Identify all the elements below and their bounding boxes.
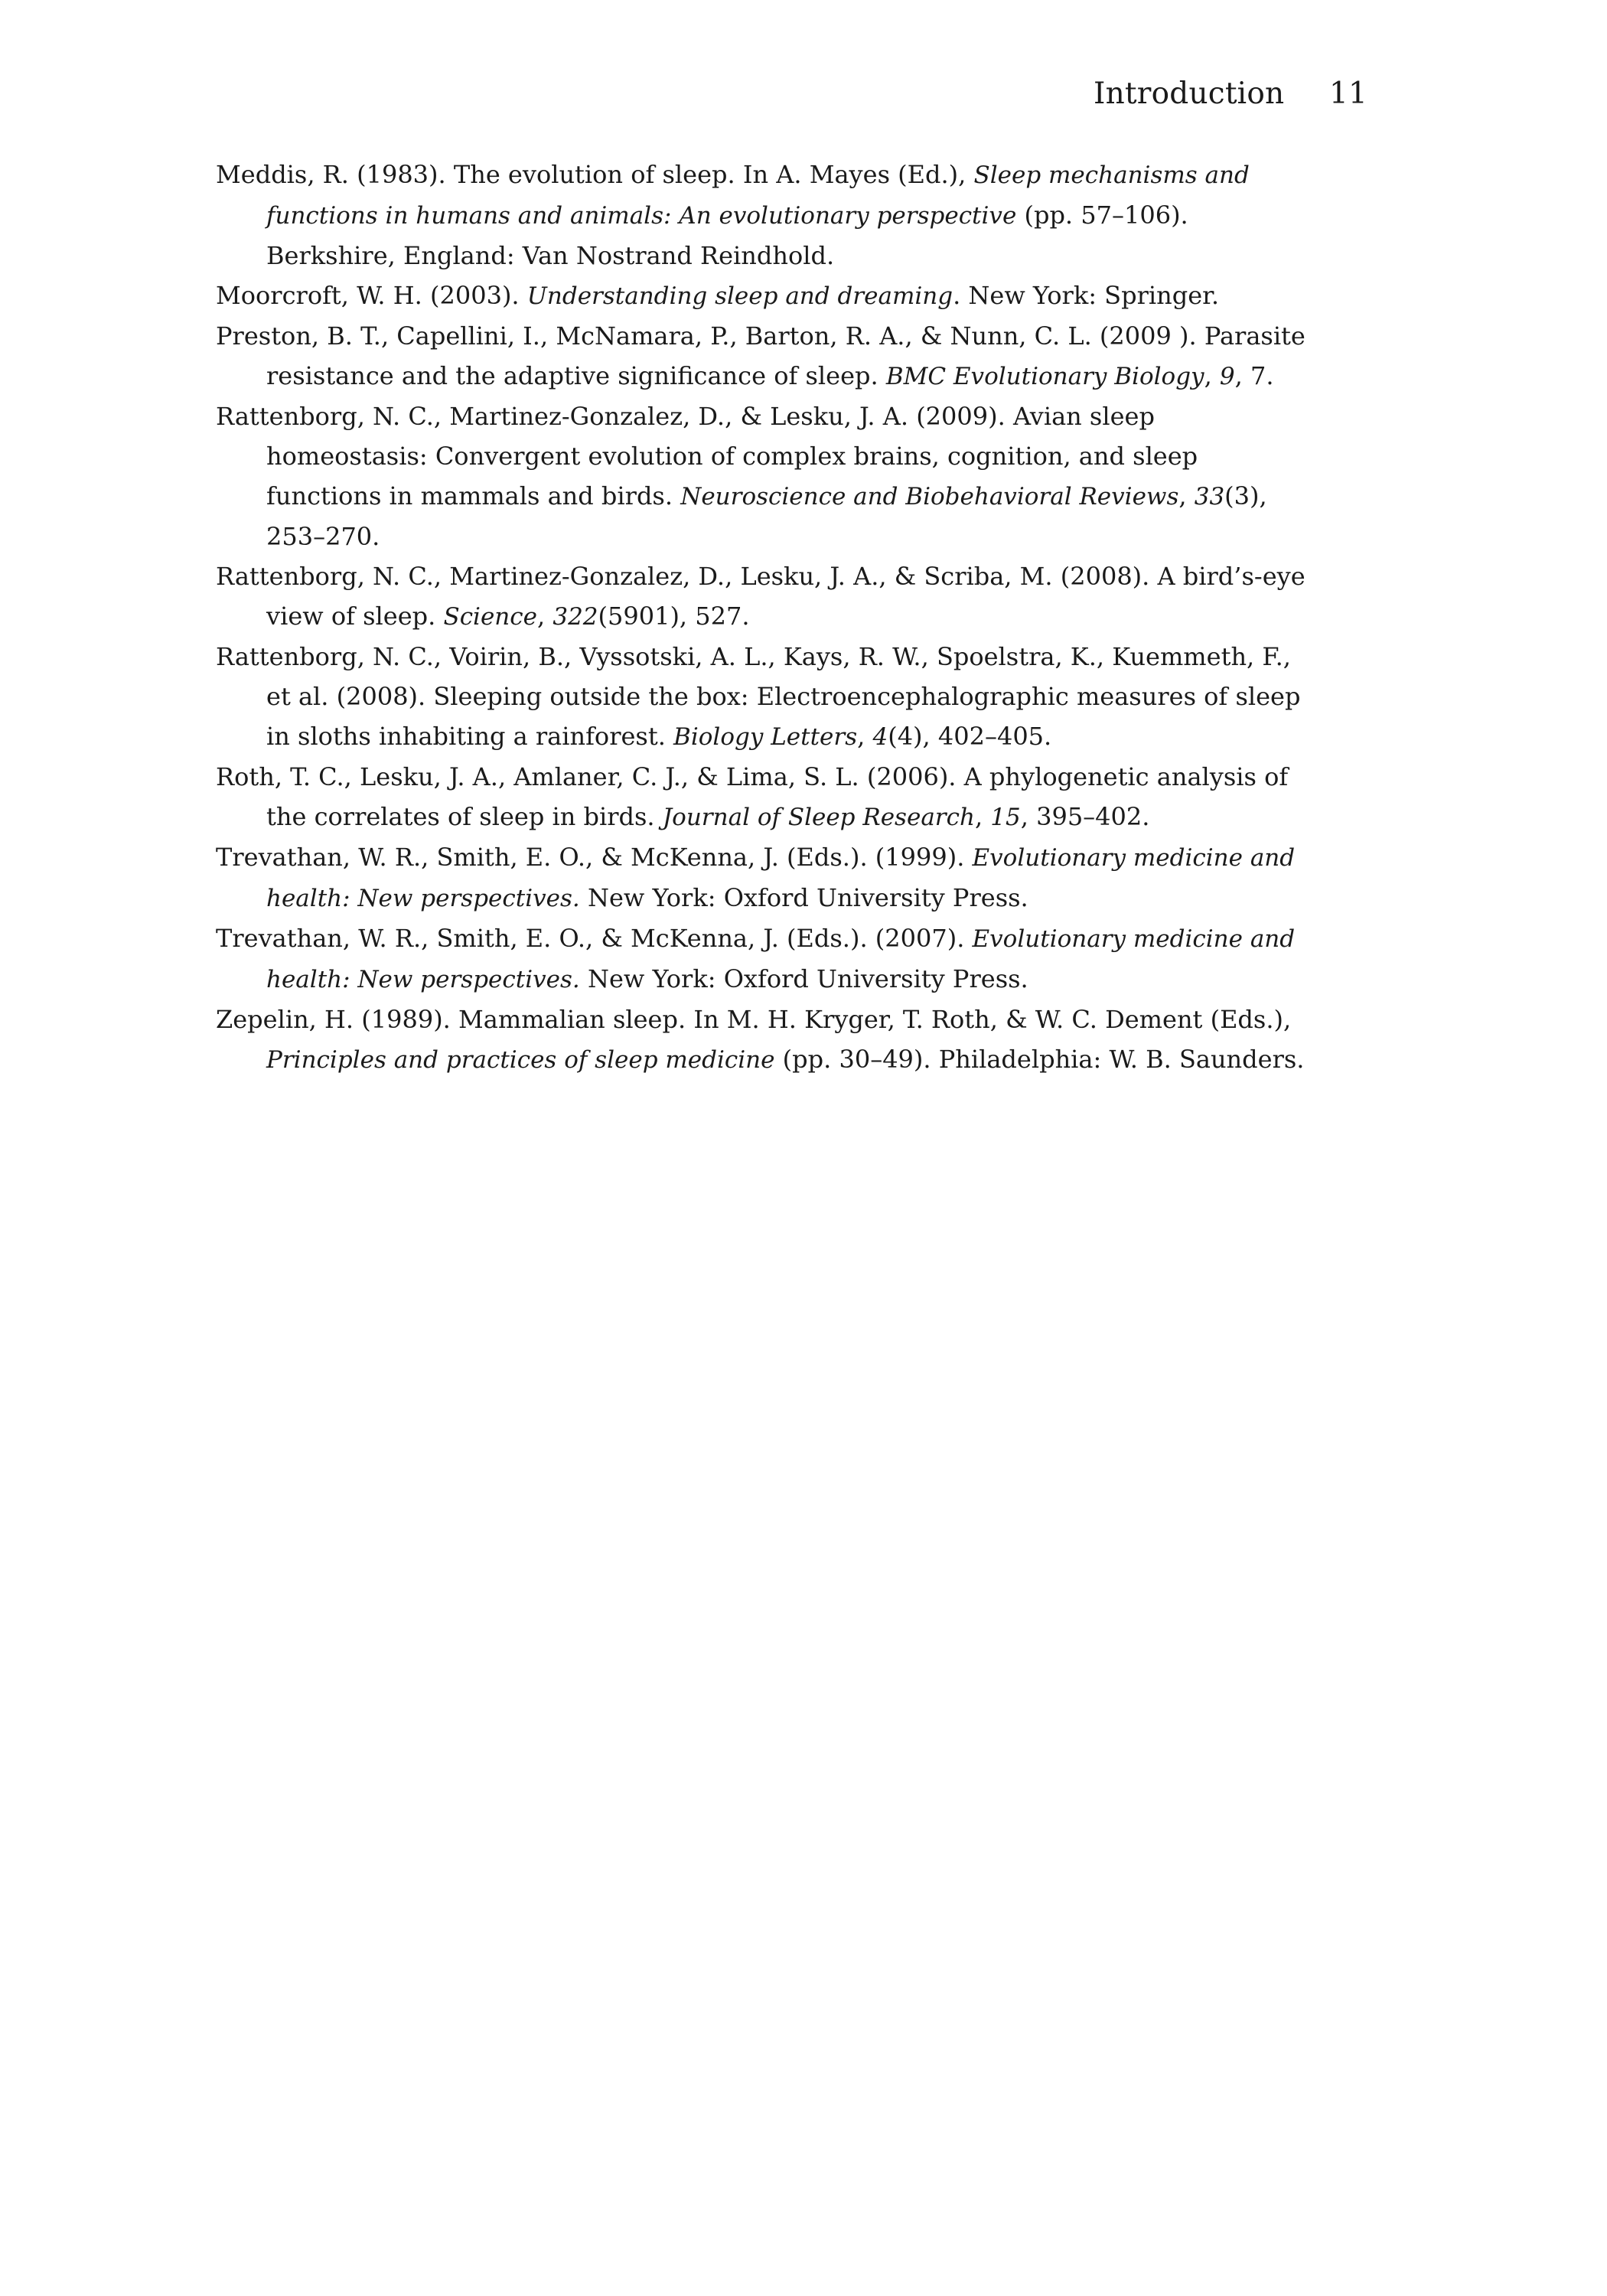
reference-entry: Rattenborg, N. C., Martinez-Gonzalez, D., Lesku, J. A., & Scriba, M. (2008). A bird’s-eye view of sleep. Science, 322(5901), 527. [216, 562, 1305, 631]
page-number: 11 [1328, 77, 1367, 111]
reference-list [216, 155, 1319, 1080]
reference-entry: Moorcroft, W. H. (2003). Understanding sleep and dreaming. New York: Springer. [216, 281, 1220, 310]
reference-entry: Trevathan, W. R., Smith, E. O., & McKenna, J. (Eds.). (2007). Evolutionary medicine and health: New perspectives. New York: Oxford University Press. [216, 924, 1296, 993]
reference-entry: Zepelin, H. (1989). Mammalian sleep. In M. H. Kryger, T. Roth, & W. C. Dement (Eds.), Principles and practices of sleep medicine (pp. 30–49). Philadelphia: W. B. Saunders. [216, 1005, 1305, 1074]
reference-entry: Meddis, R. (1983). The evolution of sleep. In A. Mayes (Ed.), Sleep mechanisms and functions in humans and animals: An evolutionary perspective (pp. 57–106). Berkshire, England: Van Nostrand Reindhold. [216, 160, 1250, 270]
reference-entry: Preston, B. T., Capellini, I., McNamara, P., Barton, R. A., & Nunn, C. L. (2009 ). Parasite resistance and the adaptive significance of sleep. BMC Evolutionary Biology, 9, 7. [216, 321, 1305, 390]
reference-entry: Roth, T. C., Lesku, J. A., Amlaner, C. J., & Lima, S. L. (2006). A phylogenetic analysis of the correlates of sleep in birds. Journal of Sleep Research, 15, 395–402. [216, 762, 1289, 831]
reference-entry: Trevathan, W. R., Smith, E. O., & McKenna, J. (Eds.). (1999). Evolutionary medicine and health: New perspectives. New York: Oxford University Press. [216, 843, 1296, 912]
reference-entry: Rattenborg, N. C., Voirin, B., Vyssotski, A. L., Kays, R. W., Spoelstra, K., Kuemmeth, F., et al. (2008). Sleeping outside the box: Electroencephalographic measures of sleep in sloths inhabiting a rainforest. Biology Letters, 4(4), 402–405. [216, 642, 1301, 751]
reference-entry: Rattenborg, N. C., Martinez-Gonzalez, D., & Lesku, J. A. (2009). Avian sleep homeostasis: Convergent evolution of complex brains, cognition, and sleep functions in mammals and birds. Neuroscience and Biobehavioral Reviews, 33(3), 253–270. [216, 402, 1267, 551]
section-title: Introduction [1093, 77, 1285, 111]
running-head [1094, 75, 1367, 113]
